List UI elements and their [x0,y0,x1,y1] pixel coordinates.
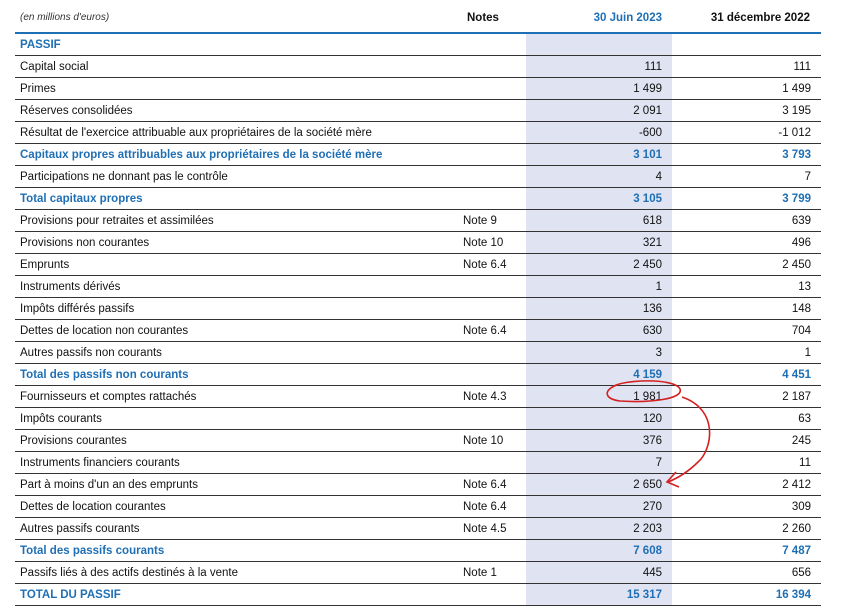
value-2023: 3 [526,342,672,364]
row-label: Provisions non courantes [15,232,458,254]
value-2023: 1 981 [526,386,672,408]
row-label: Capitaux propres attribuables aux propriétaires de la société mère [15,144,458,166]
row-note [458,188,526,210]
row-label: Total des passifs non courants [15,364,458,386]
table-row [15,232,821,254]
table-row [15,188,821,210]
row-note: Note 10 [458,430,526,452]
value-2023: 7 [526,452,672,474]
value-2022: 2 260 [672,518,821,540]
value-2022: 16 394 [672,584,821,606]
value-2022: 13 [672,276,821,298]
row-label: Total des passifs courants [15,540,458,562]
value-2022: 2 187 [672,386,821,408]
table-row [15,408,821,430]
row-label: Réserves consolidées [15,100,458,122]
row-note [458,78,526,100]
value-2023: 136 [526,298,672,320]
table-row [15,78,821,100]
row-label: Fournisseurs et comptes rattachés [15,386,458,408]
value-2022: 496 [672,232,821,254]
table-row [15,584,821,606]
value-2023: 3 101 [526,144,672,166]
value-2022: 704 [672,320,821,342]
value-2023: 3 105 [526,188,672,210]
row-note: Note 4.3 [458,386,526,408]
value-2022: 1 499 [672,78,821,100]
row-note: Note 6.4 [458,320,526,342]
table-row [15,562,821,584]
row-label: Dettes de location non courantes [15,320,458,342]
value-2022: 3 799 [672,188,821,210]
row-note [458,33,526,56]
row-note: Note 6.4 [458,496,526,518]
value-2022 [672,33,821,56]
table-row [15,386,821,408]
value-2022: 148 [672,298,821,320]
row-label: Provisions courantes [15,430,458,452]
row-label: Participations ne donnant pas le contrôle [15,166,458,188]
row-label: Passifs liés à des actifs destinés à la vente [15,562,458,584]
liabilities-table [15,32,821,606]
row-label: Instruments dérivés [15,276,458,298]
value-2023: 111 [526,56,672,78]
value-2023: 15 317 [526,584,672,606]
value-2023: 2 091 [526,100,672,122]
value-2022: 639 [672,210,821,232]
value-2023: 1 499 [526,78,672,100]
row-note [458,276,526,298]
table-row [15,210,821,232]
row-label: Impôts différés passifs [15,298,458,320]
value-2023: 618 [526,210,672,232]
row-label: Autres passifs courants [15,518,458,540]
table-row [15,342,821,364]
value-2022: 1 [672,342,821,364]
value-2022: 309 [672,496,821,518]
row-note: Note 1 [458,562,526,584]
row-note [458,584,526,606]
value-2023: 1 [526,276,672,298]
value-2022: 7 [672,166,821,188]
table-row [15,254,821,276]
row-note [458,56,526,78]
row-note [458,452,526,474]
value-2023: 321 [526,232,672,254]
row-note [458,122,526,144]
row-label: Capital social [15,56,458,78]
row-label: Provisions pour retraites et assimilées [15,210,458,232]
row-note [458,364,526,386]
table-row [15,518,821,540]
value-2022: 4 451 [672,364,821,386]
row-note [458,144,526,166]
value-2023: 120 [526,408,672,430]
value-2023: -600 [526,122,672,144]
table-row [15,100,821,122]
row-note [458,298,526,320]
value-2023: 630 [526,320,672,342]
row-note: Note 6.4 [458,254,526,276]
row-note: Note 4.5 [458,518,526,540]
row-note: Note 9 [458,210,526,232]
table-row [15,56,821,78]
table-row [15,122,821,144]
value-2023: 376 [526,430,672,452]
table-row [15,33,821,56]
value-2022: 11 [672,452,821,474]
table-row [15,474,821,496]
row-note [458,342,526,364]
value-2023: 270 [526,496,672,518]
row-label: PASSIF [15,33,458,56]
row-label: Emprunts [15,254,458,276]
value-2022: 245 [672,430,821,452]
table-row [15,430,821,452]
value-2022: 3 195 [672,100,821,122]
row-label: Résultat de l'exercice attribuable aux propriétaires de la société mère [15,122,458,144]
table-row [15,364,821,386]
row-note [458,100,526,122]
row-label: Part à moins d'un an des emprunts [15,474,458,496]
row-label: Impôts courants [15,408,458,430]
column-header-2022: 31 décembre 2022 [710,12,810,24]
row-label: Total capitaux propres [15,188,458,210]
table-row [15,452,821,474]
value-2023: 4 159 [526,364,672,386]
row-note [458,166,526,188]
table-row [15,276,821,298]
row-label: Dettes de location courantes [15,496,458,518]
value-2022: 7 487 [672,540,821,562]
row-note [458,540,526,562]
notes-column-header: Notes [467,12,499,24]
column-header-2023: 30 Juin 2023 [593,12,662,24]
table-row [15,144,821,166]
value-2022: 2 412 [672,474,821,496]
table-row [15,298,821,320]
value-2023: 2 650 [526,474,672,496]
value-2022: 2 450 [672,254,821,276]
value-2023: 2 450 [526,254,672,276]
table-row [15,166,821,188]
row-label: Instruments financiers courants [15,452,458,474]
table-header [0,0,850,32]
value-2022: -1 012 [672,122,821,144]
value-2022: 3 793 [672,144,821,166]
value-2022: 656 [672,562,821,584]
row-note: Note 10 [458,232,526,254]
value-2023: 2 203 [526,518,672,540]
value-2022: 111 [672,56,821,78]
row-note: Note 6.4 [458,474,526,496]
value-2022: 63 [672,408,821,430]
table-row [15,496,821,518]
row-label: Autres passifs non courants [15,342,458,364]
unit-label: (en millions d'euros) [20,12,110,23]
row-label: Primes [15,78,458,100]
row-note [458,408,526,430]
value-2023: 4 [526,166,672,188]
row-label: TOTAL DU PASSIF [15,584,458,606]
value-2023: 7 608 [526,540,672,562]
value-2023: 445 [526,562,672,584]
table-row [15,320,821,342]
value-2023 [526,33,672,56]
table-row [15,540,821,562]
